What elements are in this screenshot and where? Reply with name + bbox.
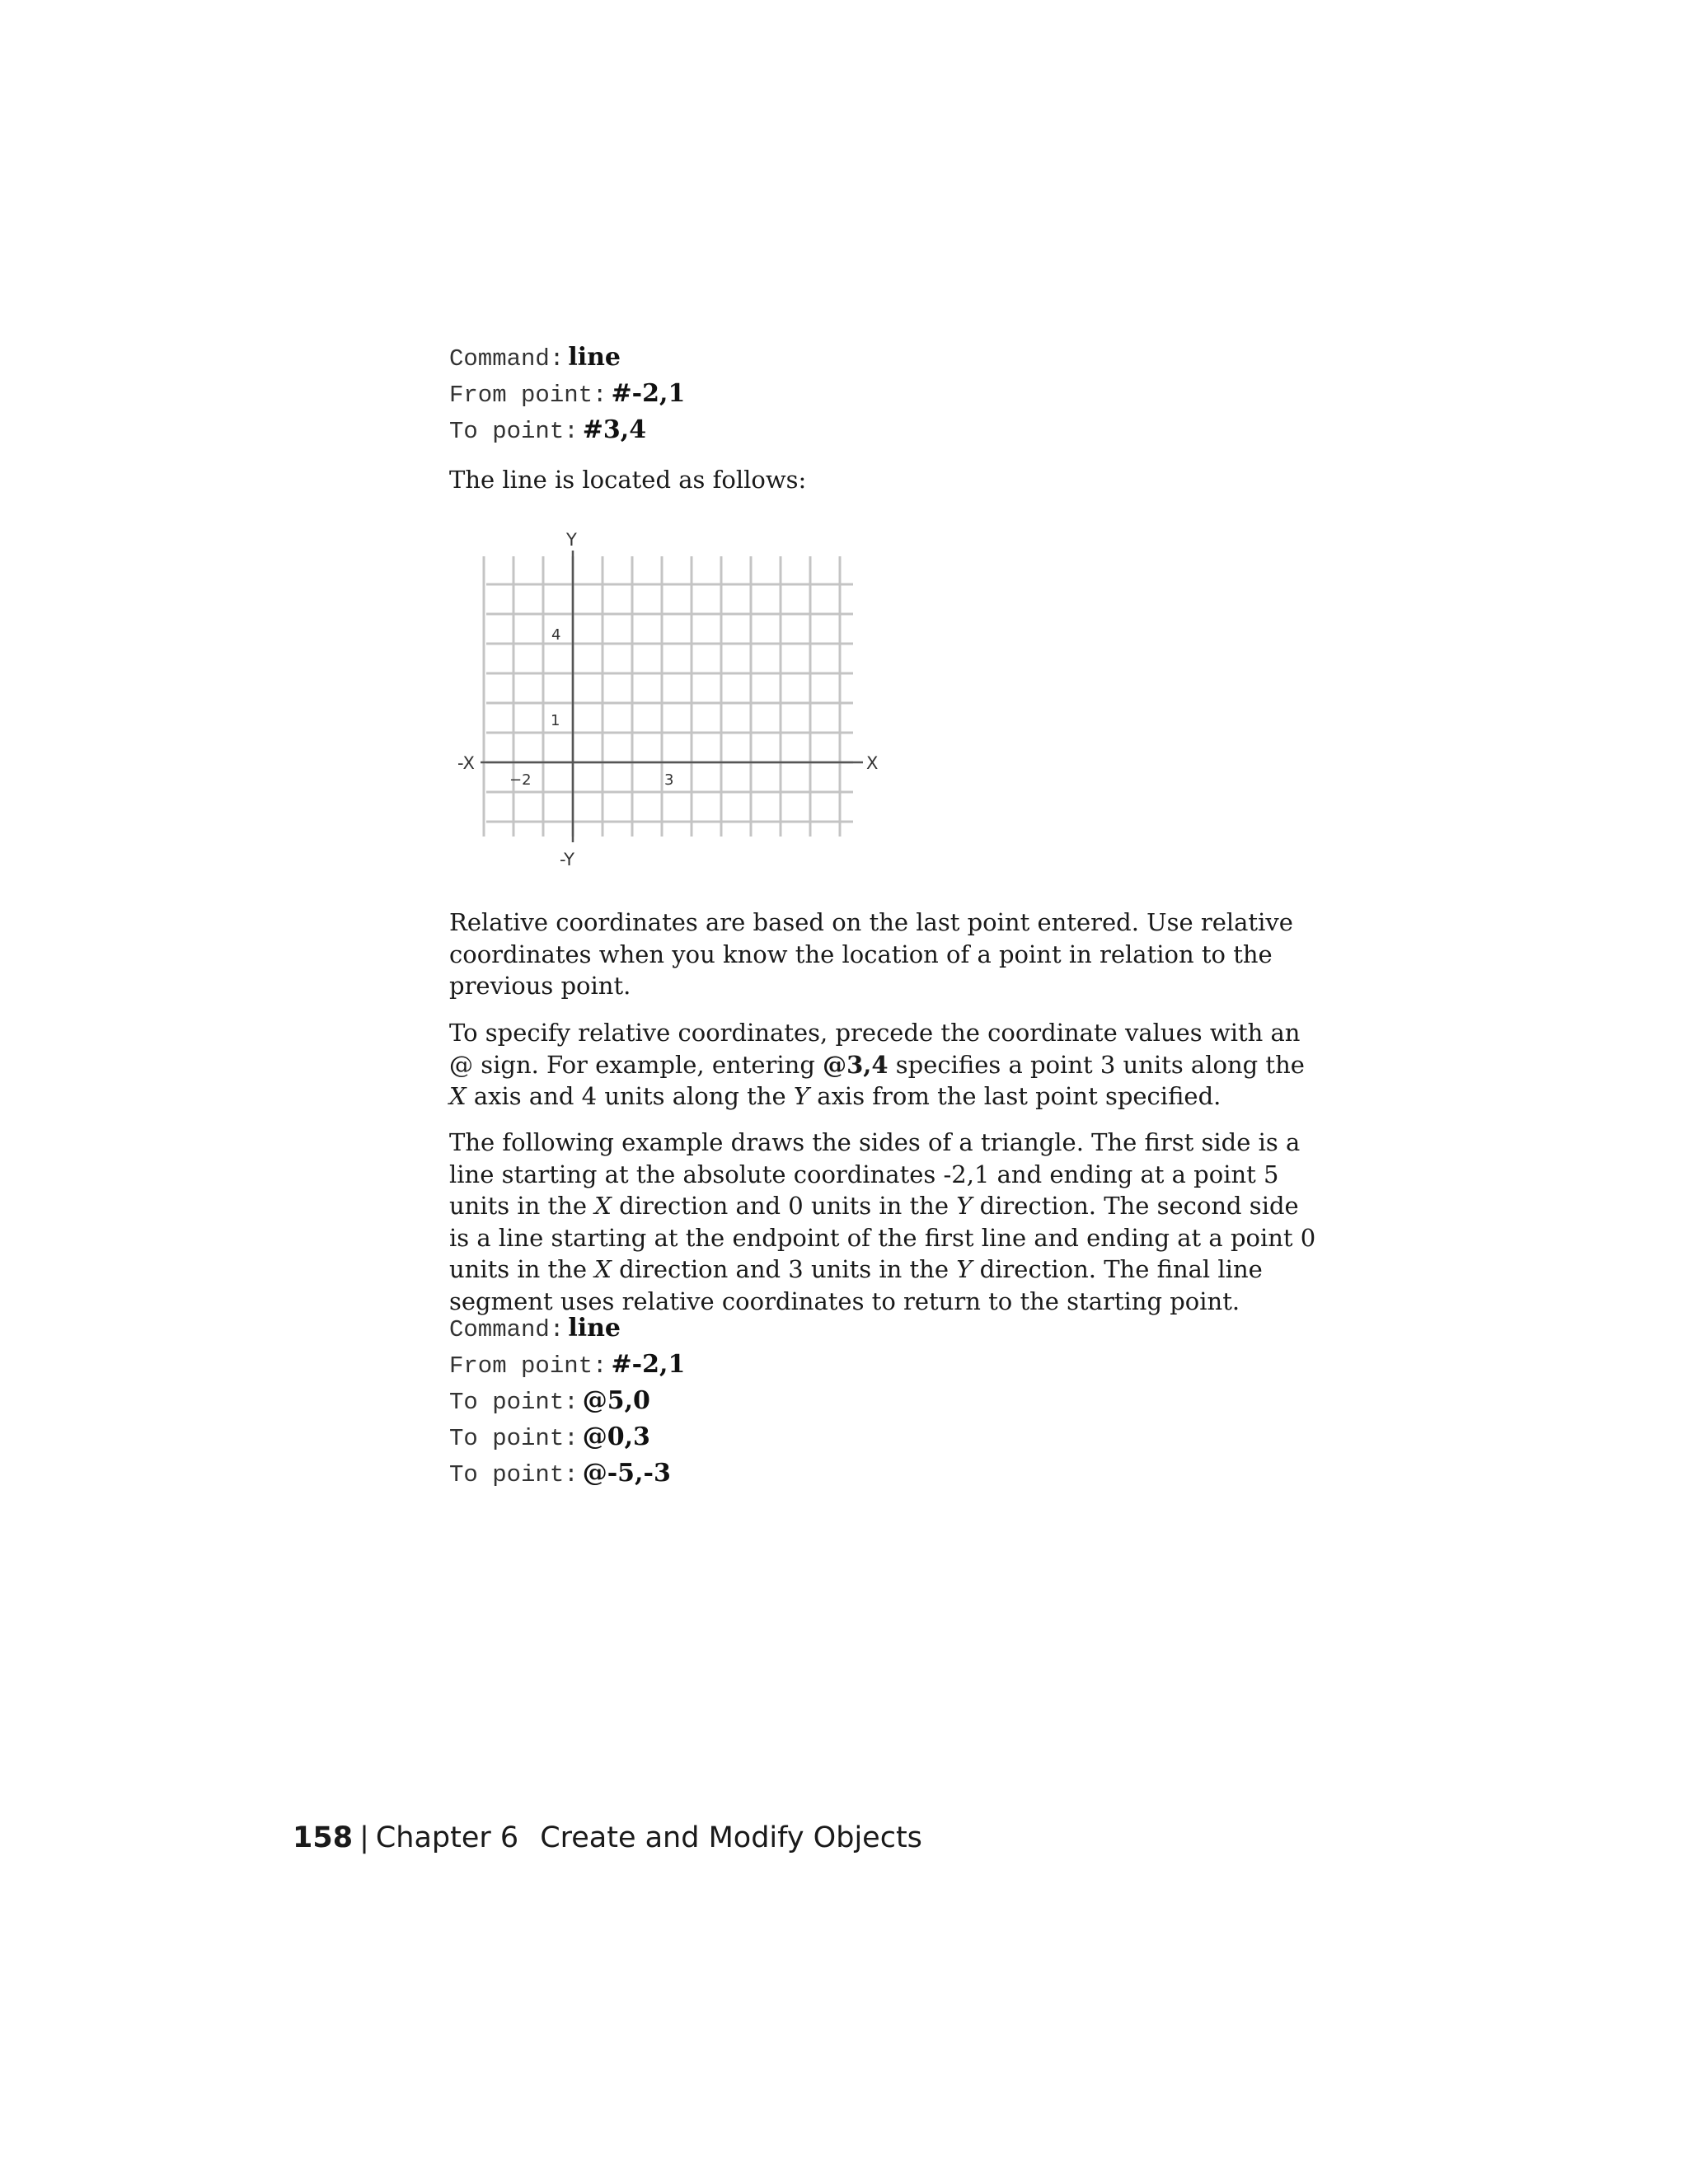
paragraph-text: Relative coordinates are based on the last point entered. Use relative coordinates when you know the location of a point in relation to the previous point. — [449, 908, 1293, 1000]
grid-lines — [484, 556, 853, 837]
command-block-2 — [449, 1310, 685, 1492]
chapter-label: Chapter 6 — [375, 1821, 519, 1854]
command-input: @5,0 — [582, 1386, 650, 1415]
text-run: direction. The final line segment uses relative coordinates to return to the starting point. — [449, 1255, 1263, 1315]
italic-axis: X — [449, 1082, 467, 1110]
command-line — [449, 1419, 685, 1455]
text-run: direction. The second side is a line starting at the endpoint of the first line and ending at a point 0 units in the — [449, 1192, 1316, 1283]
text-run: To specify relative coordinates, precede the coordinate values with an @ sign. For example, entering — [449, 1019, 1301, 1079]
command-line — [449, 412, 685, 448]
command-line — [449, 340, 685, 376]
paragraph-relative-coordinates — [449, 907, 1323, 1002]
x-axis-label: X — [866, 753, 879, 773]
axes — [481, 551, 863, 842]
intro-paragraph — [449, 464, 1323, 496]
italic-axis: X — [594, 1255, 612, 1283]
command-prompt: From point: — [449, 382, 607, 409]
command-prompt: To point: — [449, 418, 579, 445]
command-input: line — [568, 343, 621, 372]
text-run: axis and 4 units along the — [466, 1082, 794, 1110]
command-line — [449, 1310, 685, 1347]
command-input: #-2,1 — [611, 1350, 686, 1379]
command-prompt: To point: — [449, 1389, 579, 1416]
coordinate-grid-figure — [457, 527, 894, 874]
page-footer — [293, 1821, 922, 1854]
text-run: The following example draws the sides of a triangle. The first side is a line starting at the absolute coordinates -2,1 and ending at a point 5 units in the — [449, 1128, 1301, 1220]
italic-axis: Y — [793, 1082, 810, 1110]
neg-x-axis-label: -X — [457, 753, 475, 773]
command-input: #-2,1 — [611, 379, 686, 408]
command-line — [449, 376, 685, 412]
tick-label-x-3: 3 — [664, 771, 674, 789]
text-run: direction and 0 units in the — [611, 1192, 957, 1220]
tick-label-y-1: 1 — [551, 712, 560, 729]
italic-axis: Y — [956, 1192, 973, 1220]
text-run: direction and 3 units in the — [611, 1255, 957, 1283]
neg-y-axis-label: -Y — [560, 850, 574, 869]
italic-axis: X — [594, 1192, 612, 1220]
tick-label-x-neg2: −2 — [509, 771, 532, 789]
command-input: @0,3 — [582, 1422, 650, 1451]
command-input: @-5,-3 — [582, 1459, 671, 1488]
tick-label-y-4: 4 — [551, 626, 561, 644]
paragraph-specify-relative — [449, 1017, 1323, 1113]
paragraph-text — [449, 1017, 1323, 1113]
command-prompt: To point: — [449, 1425, 579, 1452]
bold-example: @3,4 — [823, 1050, 889, 1079]
paragraph-triangle-example — [449, 1127, 1323, 1317]
text-run: axis from the last point specified. — [809, 1082, 1221, 1110]
italic-axis: Y — [956, 1255, 973, 1283]
command-prompt: From point: — [449, 1352, 607, 1380]
paragraph-text — [449, 1127, 1323, 1317]
page-number: 158 — [293, 1821, 354, 1854]
command-line — [449, 1455, 685, 1492]
text-run: specifies a point 3 units along the — [888, 1050, 1305, 1079]
command-prompt: Command: — [449, 1316, 565, 1343]
command-input: #3,4 — [582, 415, 647, 444]
command-prompt: To point: — [449, 1461, 579, 1488]
command-block-1 — [449, 340, 685, 448]
command-line — [449, 1347, 685, 1383]
command-prompt: Command: — [449, 345, 565, 373]
y-axis-label: Y — [566, 530, 577, 550]
footer-separator: | — [359, 1821, 369, 1854]
chapter-title: Create and Modify Objects — [540, 1821, 922, 1854]
command-input: line — [568, 1314, 621, 1343]
intro-text: The line is located as follows: — [449, 466, 807, 494]
command-line — [449, 1383, 685, 1419]
